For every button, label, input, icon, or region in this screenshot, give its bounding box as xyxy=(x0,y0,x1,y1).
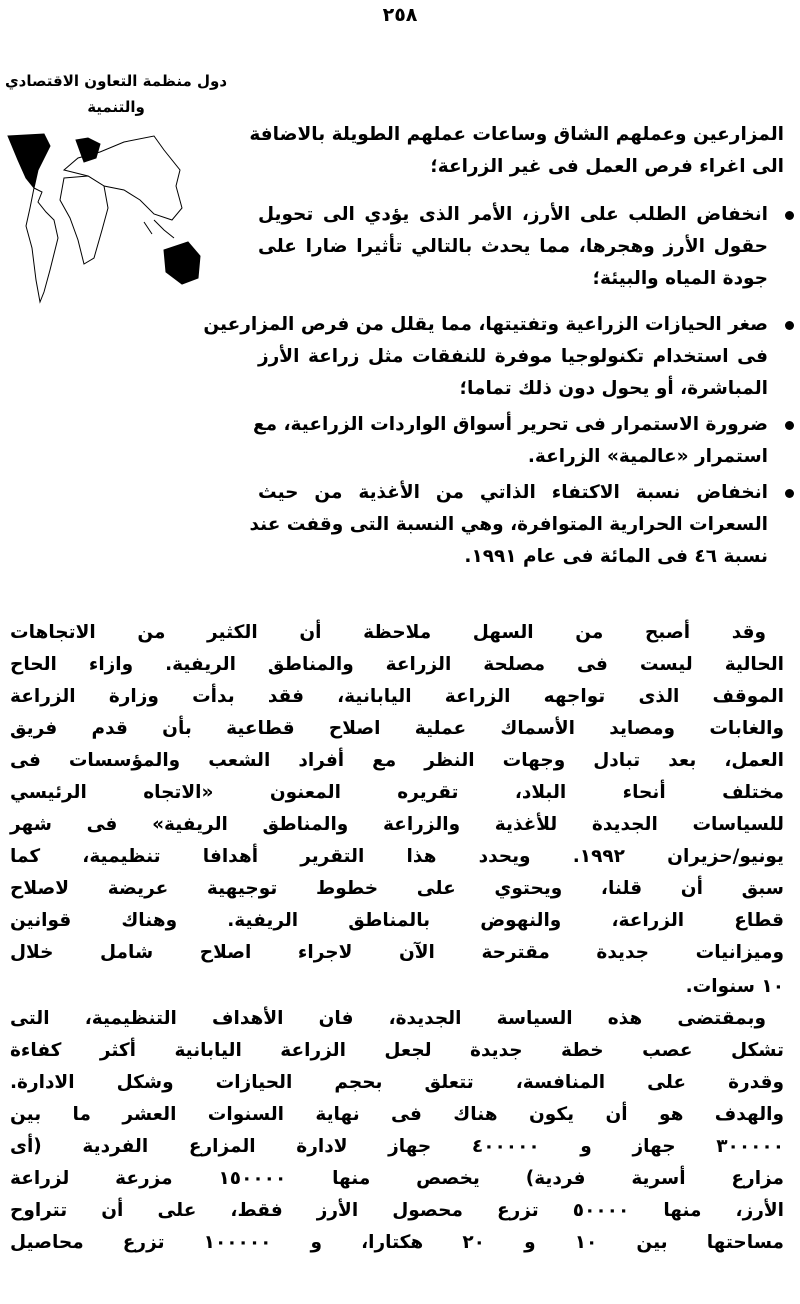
text-line: تشكل عصب خطة جديدة لجعل الزراعة اليابانية أكثر كفاءة xyxy=(10,1040,784,1061)
world-map-icon xyxy=(4,130,236,310)
bullet-icon xyxy=(785,421,794,430)
text-line: جودة المياه والبيئة؛ xyxy=(592,268,768,289)
bullet-icon xyxy=(785,211,794,220)
text-line: المزارعين وعملهم الشاق وساعات عملهم الطويلة بالاضافة xyxy=(249,124,784,145)
text-line: والهدف هو أن يكون هناك فى نهاية السنوات العشر ما بين xyxy=(10,1104,784,1125)
text-line: الحالية ليست فى مصلحة الزراعة والمناطق الريفية. وازاء الحاح xyxy=(10,654,784,675)
map-caption-line-1: دول منظمة التعاون الاقتصادي xyxy=(4,72,228,90)
text-line: وميزانيات جديدة مقترحة الآن لاجراء اصلاح شامل خلال xyxy=(10,942,784,963)
text-line: يونيو/حزيران ١٩٩٢. ويحدد هذا التقرير أهدافا تنظيمية، كما xyxy=(10,846,784,867)
bullet-icon xyxy=(785,321,794,330)
text-line: حقول الأرز وهجرها، مما يحدث بالتالي تأثيرا ضارا على xyxy=(258,236,768,257)
text-line: مساحتها بين ١٠ و ٢٠ هكتارا، و ١٠٠٠٠٠ تزرع محاصيل xyxy=(10,1232,784,1253)
text-line: المباشرة، أو يحول دون ذلك تماما؛ xyxy=(459,378,768,399)
text-line: الموقف الذى تواجهه الزراعة اليابانية، فقد بدأت وزارة الزراعة xyxy=(10,686,784,707)
text-line: صغر الحيازات الزراعية وتفتيتها، مما يقلل من فرص المزارعين xyxy=(203,314,768,335)
text-line: ٣٠٠٠٠٠ جهاز و ٤٠٠٠٠٠ جهاز لادارة المزارع الفردية (أى xyxy=(10,1136,784,1157)
text-line: العمل، بعد تبادل وجهات النظر مع أفراد الشعب والمؤسسات فى xyxy=(10,750,784,771)
text-line: والغابات ومصايد الأسماك عملية اصلاح قطاعية بأن قدم فريق xyxy=(10,718,784,739)
page-number: ٢٥٨ xyxy=(382,4,418,26)
text-line: نسبة ٤٦ فى المائة فى عام ١٩٩١. xyxy=(464,546,768,567)
text-line: استمرار «عالمية» الزراعة. xyxy=(527,446,768,467)
map-caption-line-2: والتنمية xyxy=(87,98,145,116)
text-line: وقدرة على المنافسة، تتعلق بحجم الحيازات وشكل الادارة. xyxy=(10,1072,784,1093)
text-line: انخفاض الطلب على الأرز، الأمر الذى يؤدي الى تحويل xyxy=(258,204,768,225)
text-line: الى اغراء فرص العمل فى غير الزراعة؛ xyxy=(430,156,784,177)
text-line: قطاع الزراعة، والنهوض بالمناطق الريفية. وهناك قوانين xyxy=(10,910,784,931)
bullet-icon xyxy=(785,489,794,498)
text-line: السعرات الحرارية المتوافرة، وهي النسبة التى وقفت عند xyxy=(249,514,768,535)
text-line: مختلف أنحاء البلاد، تقريره المعنون «الاتجاه الرئيسي xyxy=(10,782,784,803)
text-line: انخفاض نسبة الاكتفاء الذاتي من الأغذية من حيث xyxy=(258,482,768,503)
text-line: مزارع أسرية فردية) يخصص منها ١٥٠٠٠٠ مزرعة لزراعة xyxy=(10,1168,785,1189)
text-line: وبمقتضى هذه السياسة الجديدة، فان الأهداف التنظيمية، التى xyxy=(10,1008,766,1029)
text-line: الأرز، منها ٥٠٠٠٠ تزرع محصول الأرز فقط، على أن تتراوح xyxy=(10,1200,784,1221)
text-line: للسياسات الجديدة للأغذية والزراعة والمناطق الريفية» فى شهر xyxy=(10,814,784,835)
text-line: ١٠ سنوات. xyxy=(685,976,784,997)
text-line: ضرورة الاستمرار فى تحرير أسواق الواردات الزراعية، مع xyxy=(252,414,768,435)
text-line: وقد أصبح من السهل ملاحظة أن الكثير من الاتجاهات xyxy=(10,622,766,643)
text-line: فى استخدام تكنولوجيا موفرة للنفقات مثل زراعة الأرز xyxy=(258,346,768,367)
text-line: سبق أن قلنا، ويحتوي على خطوط توجيهية عريضة لاصلاح xyxy=(10,878,784,899)
